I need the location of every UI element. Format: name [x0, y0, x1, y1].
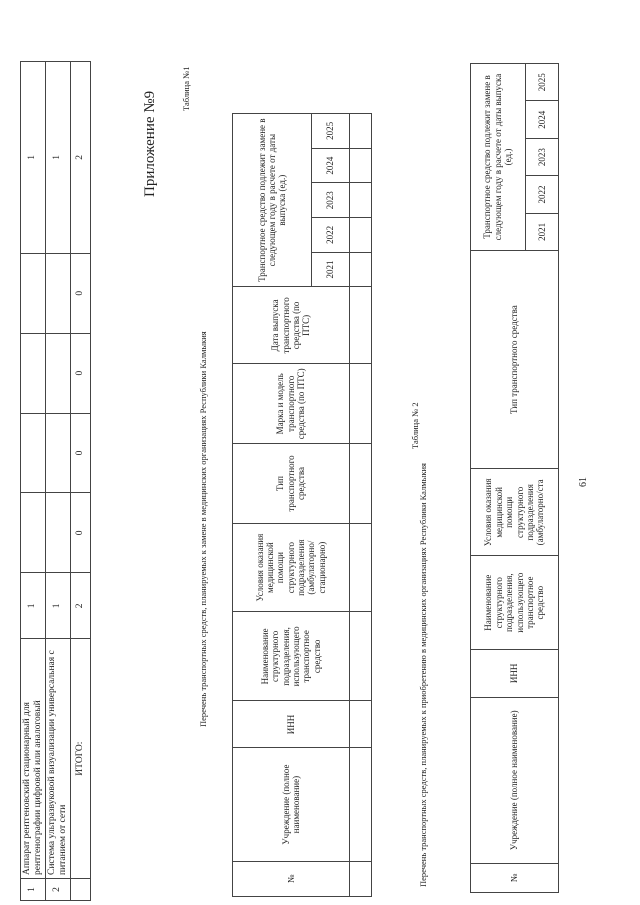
year-header: 2025 [526, 64, 559, 101]
col-header-type: Тип транспортного средства [471, 251, 559, 469]
col-header-unit: Наименование структурного подразделения, использующего транспортное средство [471, 556, 559, 649]
col-header-date: Дата выпуска транспортного средства (по ПТС) [233, 287, 350, 364]
col-header-institution: Учреждение (полное наименование) [471, 697, 559, 863]
table-cell [349, 148, 371, 183]
table-header-row [233, 114, 312, 897]
table-cell [349, 444, 371, 524]
table-cell: 1 [45, 62, 70, 254]
table-cell [45, 493, 70, 573]
table-cell [21, 333, 46, 413]
table-cell [349, 252, 371, 287]
vehicles-purchase-table [470, 63, 559, 893]
table-row [70, 62, 90, 901]
table-cell [349, 183, 371, 218]
col-header-replace: Транспортное средство подлежит замене в следующем году в расчете от даты выпуска (ед.) [471, 64, 526, 251]
col-header-type: Тип транспортного средства [233, 444, 350, 524]
table-cell: 0 [70, 333, 90, 413]
table-row [21, 62, 46, 901]
table-row [45, 62, 70, 901]
table-cell: 1 [21, 573, 46, 639]
row-number [70, 879, 90, 901]
table1-label: Таблица №1 [181, 66, 191, 111]
year-header: 2024 [312, 148, 350, 183]
year-header: 2023 [526, 138, 559, 175]
year-header: 2022 [526, 176, 559, 213]
table-cell [349, 287, 371, 364]
col-header-inn: ИНН [233, 701, 350, 748]
year-header: 2021 [526, 213, 559, 250]
table-cell: 0 [70, 413, 90, 493]
year-header: 2022 [312, 218, 350, 253]
table-cell [45, 413, 70, 493]
table-cell: 1 [45, 573, 70, 639]
table-cell [45, 333, 70, 413]
col-header-unit: Наименование структурного подразделения, использующего транспортное средство [233, 612, 350, 701]
table-header-row [471, 64, 526, 893]
table-cell: 2 [70, 62, 90, 254]
col-header-num: № [233, 861, 350, 896]
year-header: 2021 [312, 252, 350, 287]
table-cell: 1 [21, 62, 46, 254]
vehicles-replacement-table [232, 113, 372, 897]
row-number: 1 [21, 879, 46, 901]
table-cell [349, 748, 371, 861]
table-row [349, 114, 371, 897]
item-name: Система ультразвуковой визуализации универсальная с питанием от сети [45, 639, 70, 879]
year-header: 2023 [312, 183, 350, 218]
col-header-inn: ИНН [471, 649, 559, 697]
table-cell [349, 612, 371, 701]
appendix-title: Приложение №9 [142, 90, 158, 197]
table-cell [349, 114, 371, 149]
year-header: 2025 [312, 114, 350, 149]
table-cell: 0 [70, 253, 90, 333]
table-cell [21, 413, 46, 493]
item-name: Аппарат рентгеновский стационарный для рентгенографии цифровой или аналоговый [21, 639, 46, 879]
table-cell [45, 253, 70, 333]
col-header-conditions: Условия оказания медицинской помощи структурного подразделения (амбулаторно/ста [471, 469, 559, 556]
table-cell [349, 364, 371, 444]
table-cell [21, 493, 46, 573]
col-header-replace: Транспортное средство подлежит замене в следующем году в расчете от даты выпуска (ед.) [233, 114, 312, 287]
year-header: 2024 [526, 101, 559, 138]
page-number: 61 [578, 477, 589, 487]
table-cell: 2 [70, 573, 90, 639]
table-cell [349, 861, 371, 896]
col-header-conditions: Условия оказания медицинской помощи структурного подразделения (амбулаторно/стационарно) [233, 523, 350, 612]
table-cell [349, 523, 371, 612]
table2-caption: Перечень транспортных средств, планируемых к приобретению в медицинских организациях Республики Калмыкия [418, 463, 428, 887]
equipment-table [20, 61, 91, 901]
row-number: 2 [45, 879, 70, 901]
col-header-institution: Учреждение (полное наименование) [233, 748, 350, 861]
table2-label: Таблица № 2 [410, 402, 420, 449]
table-cell: 0 [70, 493, 90, 573]
table-cell [349, 701, 371, 748]
col-header-brand: Марка и модель транспортного средства (по ПТС) [233, 364, 350, 444]
total-label: ИТОГО: [70, 639, 90, 879]
table-cell [349, 218, 371, 253]
table-cell [21, 253, 46, 333]
col-header-num: № [471, 863, 559, 892]
table1-caption: Перечень транспортных средств, планируемых к замене в медицинских организациях Республики Калмыкия [198, 331, 208, 727]
